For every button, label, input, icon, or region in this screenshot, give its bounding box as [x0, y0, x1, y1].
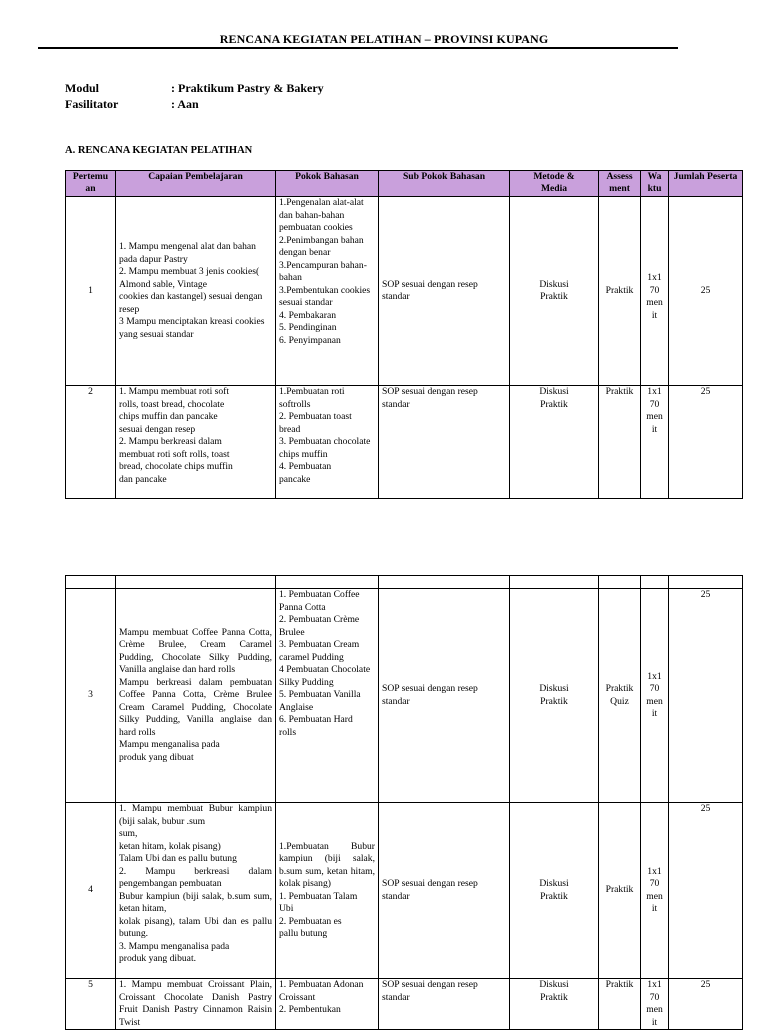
row-number: 3 [66, 589, 116, 803]
blank-cell [116, 576, 276, 589]
sub-pokok-cell: SOP sesuai dengan resep standar [379, 803, 510, 979]
capaian-cell: 1. Mampu membuat Croissant Plain, Croissant Chocolate Danish Pastry Fruit Danish Pastry Cinnamon Raisin Twist [116, 979, 276, 1030]
sub-pokok-cell: SOP sesuai dengan resep standar [379, 589, 510, 803]
blank-cell [510, 576, 599, 589]
pokok-cell: 1.Pembuatan roti softrolls 2. Pembuatan toast bread 3. Pembuatan chocolate chips muffin 4. Pembuatan pancake [276, 386, 379, 499]
jumlah-cell: 25 [669, 589, 743, 803]
jumlah-cell: 25 [669, 979, 743, 1030]
modul-line [65, 81, 324, 96]
capaian-cell: 1. Mampu membuat Bubur kampiun (biji salak, bubur .sum sum, ketan hitam, kolak pisang) Talam Ubi dan es pallu butung 2. Mampu berkreasi dalam pengembangan pembuatan Bubur kampiun (biji salak, b.sum sum, ketan hitam, kolak pisang), talam Ubi dan es pallu butung. 3. Mampu menganalisa pada produk yang dibuat. [116, 803, 276, 979]
header-capaian: Capaian Pembelajaran [116, 171, 276, 197]
pokok-cell: 1.Pembuatan Bubur kampiun (biji salak, b.sum sum, ketan hitam, kolak pisang) 1. Pembuatan Talam Ubi 2. Pembuatan es pallu butung [276, 803, 379, 979]
assessment-cell: Praktik [599, 803, 641, 979]
row-number: 1 [66, 197, 116, 386]
title-underline [38, 47, 678, 49]
header-metode: Metode & Media [510, 171, 599, 197]
jumlah-cell: 25 [669, 197, 743, 386]
waktu-cell: 1x1 70 men it [641, 197, 669, 386]
pokok-cell: 1. Pembuatan Coffee Panna Cotta 2. Pembuatan Crème Brulee 3. Pembuatan Cream caramel Pudding 4 Pembuatan Chocolate Silky Pudding 5. Pembuatan Vanilla Anglaise 6. Pembuatan Hard rolls [276, 589, 379, 803]
fasilitator-line [65, 97, 199, 112]
fasilitator-value: : Aan [171, 97, 199, 111]
header-pokok: Pokok Bahasan [276, 171, 379, 197]
fasilitator-label: Fasilitator [65, 97, 119, 111]
blank-cell [379, 576, 510, 589]
plan-table-part-2 [65, 575, 743, 1030]
capaian-cell: Mampu membuat Coffee Panna Cotta, Crème Brulee, Cream Caramel Pudding, Chocolate Silky Pudding, Vanilla anglaise dan hard rolls Mampu berkreasi dalam pembuatan Coffee Panna Cotta, Crème Brulee Cream Caramel Pudding, Chocolate Silky Pudding, Vanilla anglaise dan hard rolls Mampu menganalisa pada produk yang dibuat [116, 589, 276, 803]
header-assessment: Assess ment [599, 171, 641, 197]
metode-cell: Diskusi Praktik [510, 589, 599, 803]
capaian-cell: 1. Mampu membuat roti soft rolls, toast bread, chocolate chips muffin dan pancake sesuai dengan resep 2. Mampu berkreasi dalam membuat roti soft rolls, toast bread, chocolate chips muffin dan pancake [116, 386, 276, 499]
table-blank-row [66, 576, 743, 589]
header-waktu: Wa ktu [641, 171, 669, 197]
waktu-cell: 1x1 70 men it [641, 589, 669, 803]
table-header-row [66, 171, 743, 197]
table-row [66, 979, 743, 1030]
row-number: 4 [66, 803, 116, 979]
plan-table-part-1 [65, 170, 743, 499]
sub-pokok-cell: SOP sesuai dengan resep standar [379, 979, 510, 1030]
header-pertemuan: Pertemu an [66, 171, 116, 197]
header-sub-pokok: Sub Pokok Bahasan [379, 171, 510, 197]
table-row [66, 386, 743, 499]
modul-value: : Praktikum Pastry & Bakery [171, 81, 324, 95]
metode-cell: Diskusi Praktik [510, 979, 599, 1030]
table-row [66, 803, 743, 979]
pokok-cell: 1. Pembuatan Adonan Croissant 2. Pembentukan [276, 979, 379, 1030]
table-row [66, 197, 743, 386]
waktu-cell: 1x1 70 men it [641, 803, 669, 979]
blank-cell [669, 576, 743, 589]
header-jumlah: Jumlah Peserta [669, 171, 743, 197]
document-title: RENCANA KEGIATAN PELATIHAN – PROVINSI KUPANG [219, 32, 549, 46]
blank-cell [641, 576, 669, 589]
blank-cell [599, 576, 641, 589]
assessment-cell: Praktik [599, 197, 641, 386]
section-heading: A. RENCANA KEGIATAN PELATIHAN [65, 145, 253, 156]
capaian-cell: 1. Mampu mengenal alat dan bahan pada dapur Pastry 2. Mampu membuat 3 jenis cookies( Almond sable, Vintage cookies dan kastangel) sesuai dengan resep 3 Mampu menciptakan kreasi cookies yang sesuai standar [116, 197, 276, 386]
blank-cell [66, 576, 116, 589]
waktu-cell: 1x1 70 men it [641, 386, 669, 499]
metode-cell: Diskusi Praktik [510, 803, 599, 979]
metode-cell: Diskusi Praktik [510, 386, 599, 499]
assessment-cell: Praktik [599, 979, 641, 1030]
blank-cell [276, 576, 379, 589]
sub-pokok-cell: SOP sesuai dengan resep standar [379, 386, 510, 499]
table-row [66, 589, 743, 803]
jumlah-cell: 25 [669, 803, 743, 979]
waktu-cell: 1x1 70 men it [641, 979, 669, 1030]
assessment-cell: Praktik Quiz [599, 589, 641, 803]
metode-cell: Diskusi Praktik [510, 197, 599, 386]
row-number: 2 [66, 386, 116, 499]
assessment-cell: Praktik [599, 386, 641, 499]
modul-label: Modul [65, 81, 100, 95]
row-number: 5 [66, 979, 116, 1030]
sub-pokok-cell: SOP sesuai dengan resep standar [379, 197, 510, 386]
jumlah-cell: 25 [669, 386, 743, 499]
pokok-cell: 1.Pengenalan alat-alat dan bahan-bahan pembuatan cookies 2.Penimbangan bahan dengan benar 3.Pencampuran bahan- bahan 3.Pembentukan cookies sesuai standar 4. Pembakaran 5. Pendinginan 6. Penyimpanan [276, 197, 379, 386]
